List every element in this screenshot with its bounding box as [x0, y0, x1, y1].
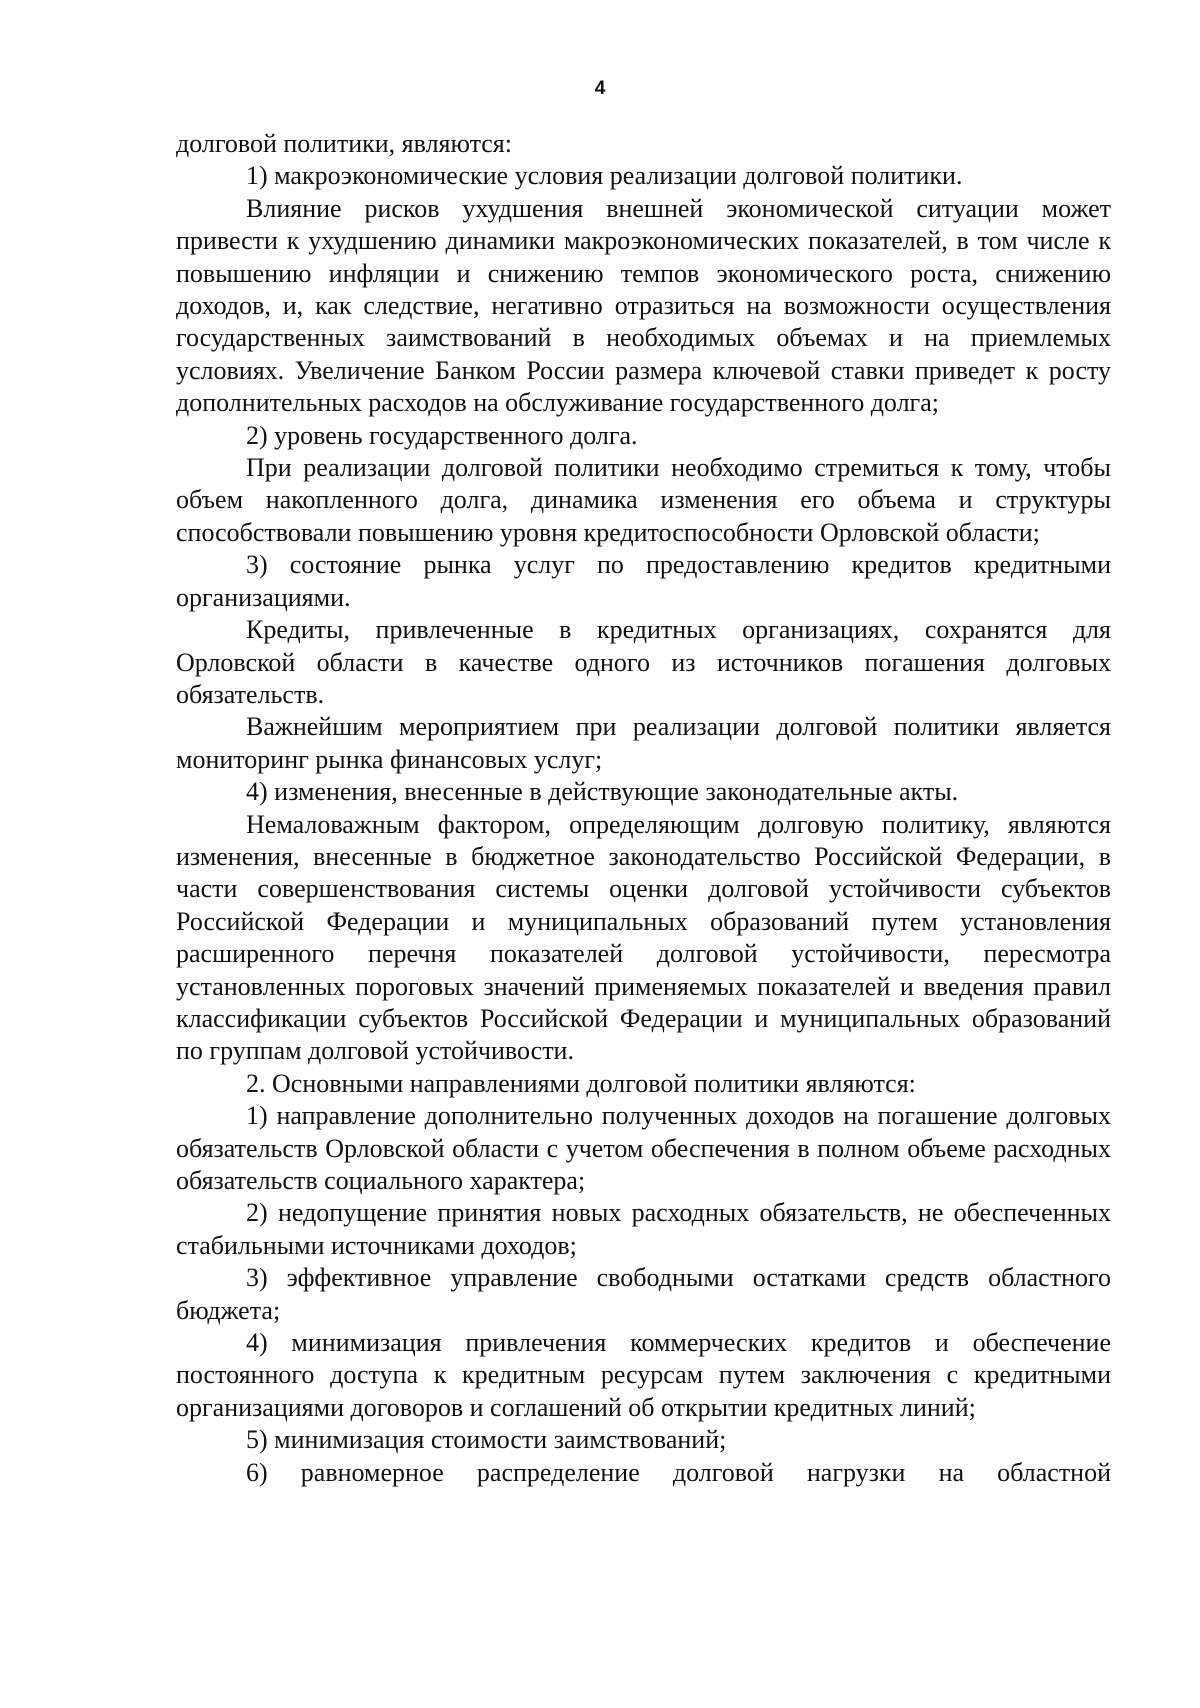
paragraph: 1) макроэкономические условия реализации долговой политики. — [246, 161, 963, 191]
paragraph: 2) уровень государственного долга. — [246, 420, 638, 450]
paragraph: 6) равномерное распределение долговой нагрузки на областной — [246, 1457, 1111, 1487]
paragraph: Важнейшим мероприятием при реализации долговой политики является мониторинг рынка финансовых услуг; — [176, 712, 1111, 774]
paragraph: Влияние рисков ухудшения внешней экономической ситуации может привести к ухудшению динамики макроэкономических показателей, в том числе к повышению инфляции и снижению темпов экономического роста, снижению доходов, и, как следствие, негативно отразиться на возможности осуществления государственных заимствований в необходимых объемах и на приемлемых условиях. Увеличение Банком России размера ключевой ставки приведет к росту дополнительных расходов на обслуживание государственного долга; — [176, 193, 1111, 418]
paragraph: 2) недопущение принятия новых расходных обязательств, не обеспеченных стабильными источниками доходов; — [176, 1198, 1111, 1260]
paragraph: 3) состояние рынка услуг по предоставлению кредитов кредитными организациями. — [176, 550, 1111, 612]
paragraph: При реализации долговой политики необходимо стремиться к тому, чтобы объем накопленного долга, динамика изменения его объема и структуры способствовали повышению уровня кредитоспособности Орловской области; — [176, 453, 1111, 547]
document-body — [176, 128, 1111, 1489]
paragraph: 2. Основными направлениями долговой политики являются: — [246, 1068, 916, 1098]
paragraph: 4) изменения, внесенные в действующие законодательные акты. — [246, 777, 959, 807]
paragraph: 1) направление дополнительно полученных доходов на погашение долговых обязательств Орловской области с учетом обеспечения в полном объеме расходных обязательств социального характера; — [176, 1101, 1111, 1195]
paragraph: 3) эффективное управление свободными остатками средств областного бюджета; — [176, 1263, 1111, 1325]
paragraph: Кредиты, привлеченные в кредитных организациях, сохранятся для Орловской области в качестве одного из источников погашения долговых обязательств. — [176, 615, 1111, 709]
page-number: 4 — [594, 78, 606, 99]
paragraph: 5) минимизация стоимости заимствований; — [246, 1425, 727, 1455]
paragraph: долговой политики, являются: — [176, 129, 512, 158]
paragraph: 4) минимизация привлечения коммерческих кредитов и обеспечение постоянного доступа к кредитным ресурсам путем заключения с кредитными организациями договоров и соглашений об открытии кредитных линий; — [176, 1328, 1111, 1422]
paragraph: Немаловажным фактором, определяющим долговую политику, являются изменения, внесенные в бюджетное законодательство Российской Федерации, в части совершенствования системы оценки долговой устойчивости субъектов Российской Федерации и муниципальных образований путем установления расширенного перечня показателей долговой устойчивости, пересмотра установленных пороговых значений применяемых показателей и введения правил классификации субъектов Российской Федерации и муниципальных образований по группам долговой устойчивости. — [176, 809, 1111, 1066]
